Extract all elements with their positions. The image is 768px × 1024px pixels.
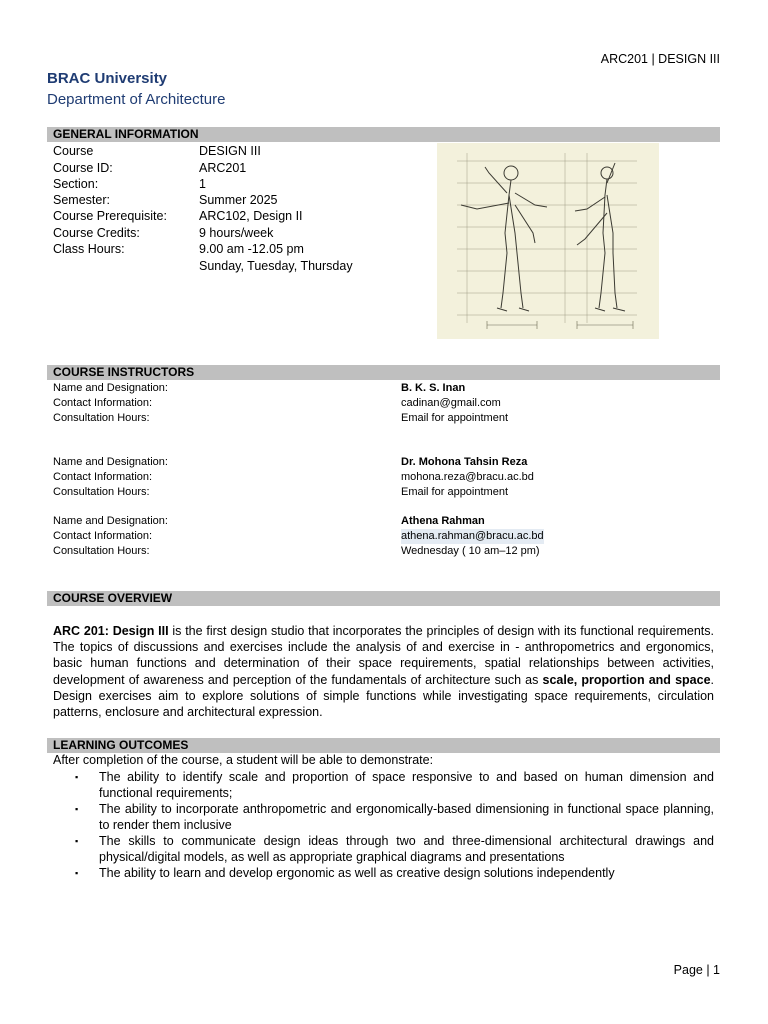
instructor-2-contact: mohona.reza@bracu.ac.bd (401, 471, 534, 483)
gi-value-credits: 9 hours/week (199, 226, 274, 240)
instructor-1-consultation-label: Consultation Hours: (53, 412, 150, 424)
bullet-icon: ▪ (75, 772, 79, 782)
gi-label-credits: Course Credits: (53, 226, 140, 240)
instructor-2-consultation-label: Consultation Hours: (53, 486, 150, 498)
gi-label-semester: Semester: (53, 193, 110, 207)
gi-value-semester: Summer 2025 (199, 193, 278, 207)
overview-text-2: . Design exercises aim to explore solutions of simple functions while investigating space requirements, circulation patterns, enclosure and architectural expression. (53, 672, 715, 720)
bullet-icon: ▪ (75, 804, 79, 814)
overview-text-1: is the first design studio that incorporates the principles of design with its functional requirements. The topics of discussions and exercises include the analysis of and exercise in - anthropometrics and ergonomics, basic human functions and determination of their space requirements, spatial relationships between activities, development of awareness and perception of the fundamentals of architecture such as (53, 624, 714, 687)
gi-value-course: DESIGN III (199, 144, 261, 158)
gi-value-section: 1 (199, 177, 206, 191)
list-item (75, 801, 714, 833)
bullet-icon: ▪ (75, 836, 79, 846)
learning-outcomes-intro: After completion of the course, a student will be able to demonstrate: (53, 753, 434, 767)
list-item (75, 833, 714, 865)
learning-outcomes-heading: LEARNING OUTCOMES (47, 738, 720, 753)
list-item (75, 769, 714, 801)
instructor-2-contact-label: Contact Information: (53, 471, 153, 483)
gi-value-class-days: Sunday, Tuesday, Thursday (199, 259, 353, 273)
outcome-text: The ability to learn and develop ergonomic as well as creative design solutions independently (99, 866, 615, 880)
outcome-text: The ability to incorporate anthropometric and ergonomically-based dimensioning in functional space planning, to render them inclusive (99, 802, 714, 832)
gi-value-course-id: ARC201 (199, 161, 247, 175)
department-name: Department of Architecture (47, 91, 226, 108)
instructor-3-name: Athena Rahman (401, 515, 485, 527)
instructor-1-contact: cadinan@gmail.com (401, 397, 501, 409)
instructor-1-name-label: Name and Designation: (53, 382, 168, 394)
instructor-2-name: Dr. Mohona Tahsin Reza (401, 456, 528, 468)
gi-label-prerequisite: Course Prerequisite: (53, 209, 167, 223)
page-number: Page | 1 (673, 963, 720, 977)
instructor-1-consultation: Email for appointment (401, 412, 508, 424)
bullet-icon: ▪ (75, 868, 79, 878)
course-overview-paragraph (53, 623, 714, 720)
instructor-2-name-label: Name and Designation: (53, 456, 168, 468)
outcome-text: The skills to communicate design ideas through two and three-dimensional architectural drawings and physical/digital models, as well as appropriate graphical diagrams and presentations (99, 834, 714, 864)
instructor-3-contact-label: Contact Information: (53, 530, 153, 542)
instructor-3-name-label: Name and Designation: (53, 515, 168, 527)
instructor-1-name: B. K. S. Inan (401, 382, 466, 394)
overview-emphasis: scale, proportion and space (542, 672, 711, 687)
instructor-2-consultation: Email for appointment (401, 486, 508, 498)
human-figure-drawing (437, 143, 659, 339)
anthropometric-sketch-image (437, 143, 659, 339)
instructor-3-contact: athena.rahman@bracu.ac.bd (401, 530, 544, 542)
overview-lead: ARC 201: Design III (53, 624, 169, 638)
general-information-heading: GENERAL INFORMATION (47, 127, 720, 142)
outcome-text: The ability to identify scale and proportion of space responsive to and based on human dimension and functional requirements; (99, 770, 714, 800)
gi-label-course: Course (53, 144, 94, 158)
university-name: BRAC University (47, 70, 168, 87)
instructor-3-consultation: Wednesday ( 10 am–12 pm) (401, 545, 540, 557)
gi-label-class-hours: Class Hours: (53, 242, 125, 256)
course-overview-heading: COURSE OVERVIEW (47, 591, 720, 606)
course-instructors-heading: COURSE INSTRUCTORS (47, 365, 720, 380)
gi-value-class-hours: 9.00 am -12.05 pm (199, 242, 304, 256)
gi-label-course-id: Course ID: (53, 161, 113, 175)
document-header-course-code: ARC201 | DESIGN III (600, 52, 720, 66)
learning-outcomes-list (75, 769, 714, 881)
gi-label-section: Section: (53, 177, 99, 191)
instructor-1-contact-label: Contact Information: (53, 397, 153, 409)
instructor-3-consultation-label: Consultation Hours: (53, 545, 150, 557)
list-item (75, 865, 714, 881)
gi-value-prerequisite: ARC102, Design II (199, 209, 303, 223)
